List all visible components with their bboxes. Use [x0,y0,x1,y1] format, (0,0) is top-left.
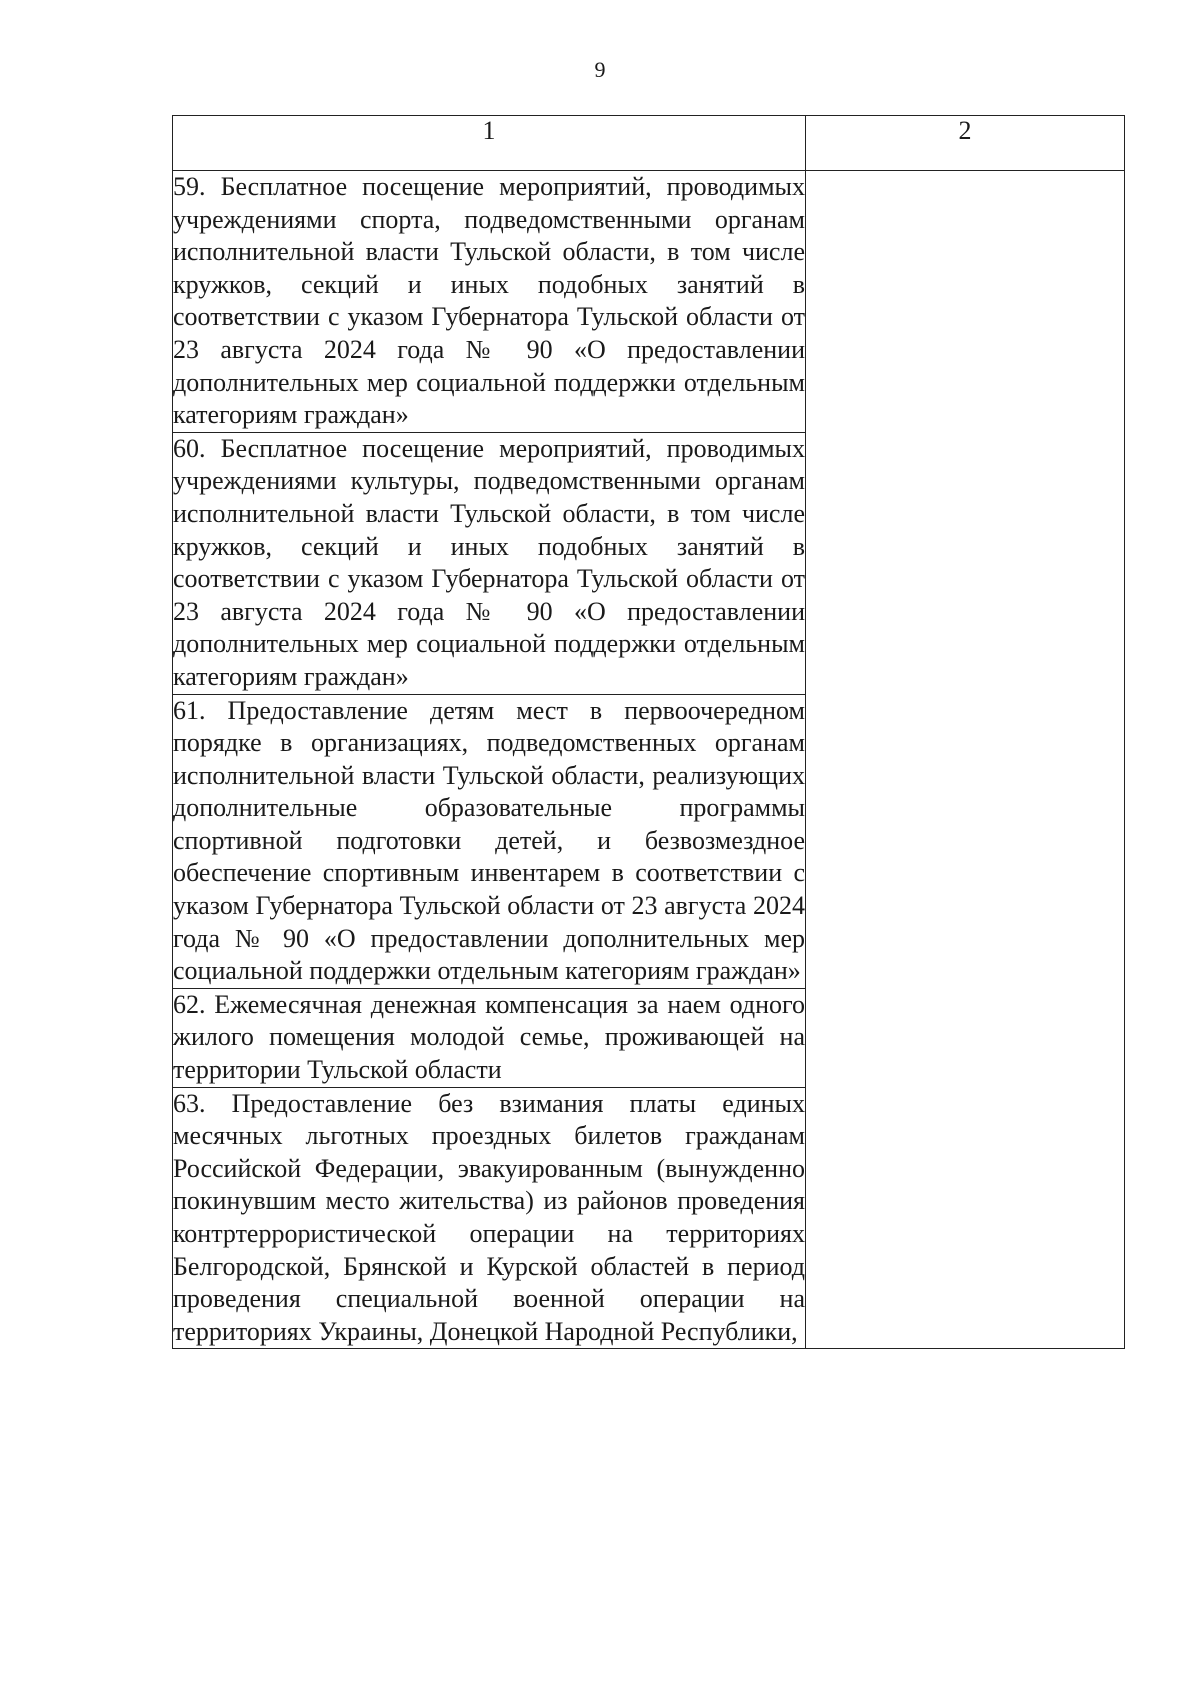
column-header-2: 2 [806,116,1125,171]
row-59-text: 59. Бесплатное посещение мероприятий, проводимых учреждениями спорта, подведомственными органам исполнительной власти Тульской области, в том числе кружков, секций и иных подобных занятий в соответствии с указом Губернатора Тульской области от 23 августа 2024 года № 90 «О предоставлении дополнительных мер социальной поддержки отдельным категориям граждан» [173,171,806,433]
row-62-text: 62. Ежемесячная денежная компенсация за наем одного жилого помещения молодой семье, проживающей на территории Тульской области [173,988,806,1087]
benefits-table [172,115,1125,1349]
row-63-text: 63. Предоставление без взимания платы единых месячных льготных проездных билетов гражданам Российской Федерации, эвакуированным (вынужденно покинувшим место жительства) из районов проведения контртеррористической операции на территориях Белгородской, Брянской и Курской областей в период проведения специальной военной операции на территориях Украины, Донецкой Народной Республики, [173,1087,806,1349]
column-2-body [806,171,1125,1349]
row-60-text: 60. Бесплатное посещение мероприятий, проводимых учреждениями культуры, подведомственными органам исполнительной власти Тульской области, в том числе кружков, секций и иных подобных занятий в соответствии с указом Губернатора Тульской области от 23 августа 2024 года № 90 «О предоставлении дополнительных мер социальной поддержки отдельным категориям граждан» [173,432,806,694]
table-header-row [173,116,1125,171]
page-number: 9 [594,57,606,82]
table-row [173,171,1125,433]
row-61-text: 61. Предоставление детям мест в первоочередном порядке в организациях, подведомственных органам исполнительной власти Тульской области, реализующих дополнительные образовательные программы спортивной подготовки детей, и безвозмездное обеспечение спортивным инвентарем в соответствии с указом Губернатора Тульской области от 23 августа 2024 года № 90 «О предоставлении дополнительных мер социальной поддержки отдельным категориям граждан» [173,694,806,988]
column-header-1: 1 [173,116,806,171]
